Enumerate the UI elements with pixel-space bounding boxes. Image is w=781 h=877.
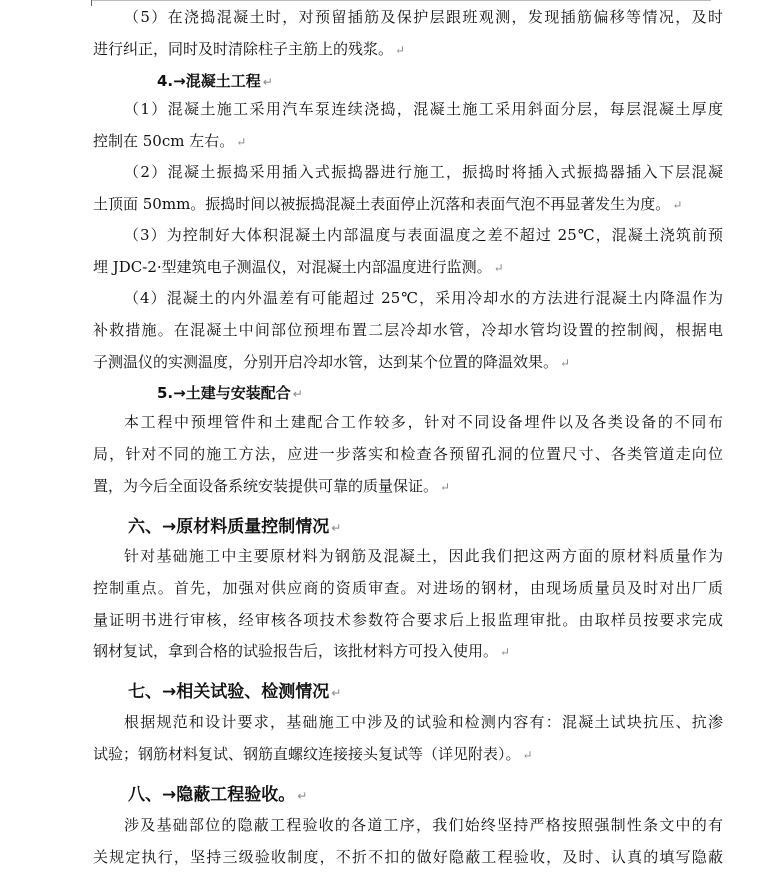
text-line: 针对基础施工中主要原材料为钢筋及混凝土，因此我们把这两方面的原材料质量作为 [124,547,723,565]
heading-material-quality: 六、→原材料质量控制情况 ↵ [128,517,342,537]
text-line: 土顶面 50mm。振捣时间以被振捣混凝土表面停止沉落和表面气泡不再显著发生为度。 ↵ [93,194,683,213]
paragraph-concealed-works [93,810,723,874]
heading-civil-installation: 5.→土建与安装配合 ↵ [157,384,303,402]
text-line: 置，为今后全面设备系统安装提供可靠的质量保证。 ↵ [93,476,451,495]
text-line: （2）混凝土振捣采用插入式振捣器进行施工，振捣时将插入式振捣器插入下层混凝 [124,163,723,181]
paragraph-mark-icon: ↵ [500,645,511,660]
page-top-border [91,0,711,1]
text-line: 涉及基础部位的隐蔽工程验收的各道工序，我们始终坚持严格按照强制性条文中的有 [124,816,723,834]
text-line: （4）混凝土的内外温差有可能超过 25℃，采用冷却水的方法进行混凝土内降温作为 [124,289,723,307]
heading-concealed-works: 八、→隐蔽工程验收。 ↵ [128,785,308,805]
paragraph-mark-icon: ↵ [236,134,247,149]
paragraph-mark-icon: ↵ [331,521,342,535]
text-line: 量证明书进行审核，经审核各项技术参数符合要求后上报监理审批。由取样员按要求完成 [93,610,723,629]
paragraph-concrete-1 [93,94,723,159]
paragraph-concrete-4 [93,283,723,379]
paragraph-mark-icon: ↵ [522,747,533,762]
text-line: 局，针对不同的施工方法，应进一步落实和检查各预留孔洞的位置尺寸、各类管道走向位 [93,444,723,463]
paragraph-mark-icon: ↵ [560,355,571,370]
paragraph-concrete-3 [93,220,723,285]
paragraph-mark-icon: ↵ [297,789,308,803]
text-line: 关规定执行，坚持三级验收制度，不折不扣的做好隐蔽工程验收，及时、认真的填写隐蔽 [93,847,723,866]
text-line: 试验；钢筋材料复试、钢筋直螺纹连接接头复试等（详见附表）。 ↵ [93,744,533,763]
paragraph-mark-icon: ↵ [395,42,406,57]
heading-concrete-works: 4.→混凝土工程 ↵ [157,72,273,90]
page-corner-mark [91,0,92,6]
text-line: 本工程中预埋管件和土建配合工作较多，针对不同设备埋件以及各类设备的不同布 [124,413,723,431]
text-line: 钢材复试，拿到合格的试验报告后，该批材料方可投入使用。 ↵ [93,642,511,661]
text-line: 补救措施。在混凝土中间部位预埋布置二层冷却水管，冷却水管均设置的控制阀，根据电 [93,320,723,339]
text-line: 控制在 50cm 左右。 ↵ [93,131,247,150]
text-line: （1）混凝土施工采用汽车泵连续浇捣，混凝土施工采用斜面分层，每层混凝土厚度 [124,100,723,118]
text-line: 根据规范和设计要求，基础施工中涉及的试验和检测内容有：混凝土试块抗压、抗渗 [124,713,723,731]
paragraph-mark-icon: ↵ [262,75,273,89]
text-line: （5）在浇捣混凝土时，对预留插筋及保护层跟班观测，发现插筋偏移等情况，及时 [124,8,723,26]
paragraph-mark-icon: ↵ [672,197,683,212]
paragraph-material-quality [93,541,723,669]
paragraph-mark-icon: ↵ [292,387,303,401]
text-line: 控制重点。首先，加强对供应商的资质审查。对进场的钢材，由现场质量员及时对出厂质 [93,578,723,597]
text-line: 进行纠正，同时及时清除柱子主筋上的残浆。 ↵ [93,39,406,58]
paragraph-rebar-5 [93,2,723,67]
paragraph-civil-installation [93,407,723,503]
text-line: 子测温仪的实测温度，分别开启冷却水管，达到某个位置的降温效果。 ↵ [93,352,571,371]
paragraph-mark-icon: ↵ [331,686,342,700]
text-line: 埋 JDC-2·型建筑电子测温仪，对混凝土内部温度进行监测。 ↵ [93,257,504,276]
text-line: （3）为控制好大体积混凝土内部温度与表面温度之差不超过 25℃，混凝土浇筑前预 [124,226,723,244]
paragraph-mark-icon: ↵ [493,260,504,275]
paragraph-mark-icon: ↵ [440,479,451,494]
paragraph-concrete-2 [93,157,723,222]
paragraph-testing [93,707,723,772]
heading-testing: 七、→相关试验、检测情况 ↵ [128,682,342,702]
